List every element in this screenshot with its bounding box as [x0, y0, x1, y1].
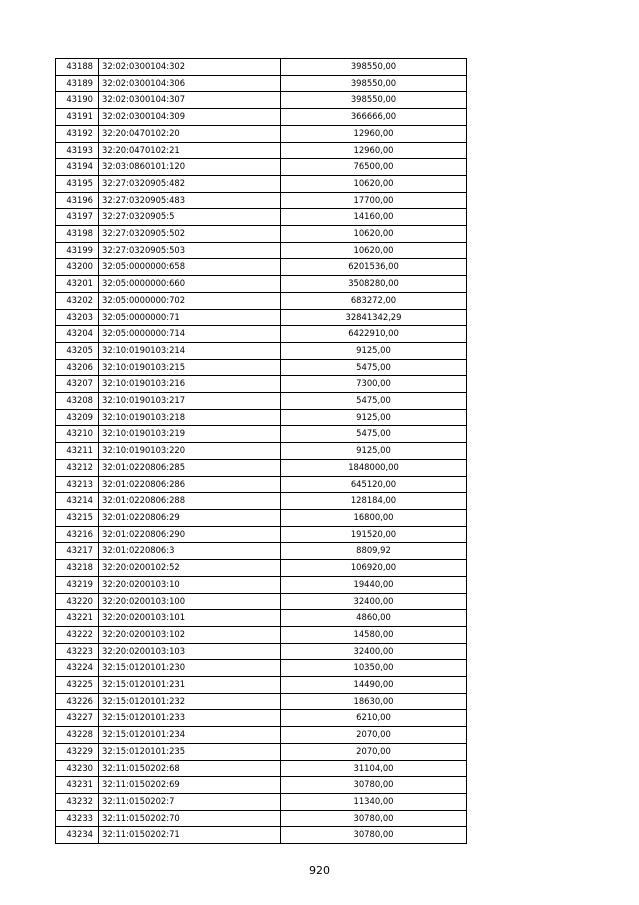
cadastral-number-cell: 32:27:0320905:483 [99, 192, 281, 209]
value-cell: 30780,00 [281, 810, 467, 827]
value-cell: 16800,00 [281, 509, 467, 526]
value-cell: 683272,00 [281, 292, 467, 309]
value-cell: 14160,00 [281, 209, 467, 226]
cadastral-number-cell: 32:10:0190103:216 [99, 376, 281, 393]
value-cell: 398550,00 [281, 75, 467, 92]
cadastral-number-cell: 32:11:0150202:71 [99, 827, 281, 844]
value-cell: 398550,00 [281, 59, 467, 76]
row-number-cell: 43213 [56, 476, 99, 493]
table-row [56, 526, 467, 543]
row-number-cell: 43224 [56, 660, 99, 677]
table-row [56, 459, 467, 476]
row-number-cell: 43192 [56, 125, 99, 142]
table-row [56, 593, 467, 610]
cadastral-number-cell: 32:27:0320905:482 [99, 175, 281, 192]
table-row [56, 242, 467, 259]
value-cell: 5475,00 [281, 393, 467, 410]
cadastral-number-cell: 32:05:0000000:714 [99, 326, 281, 343]
table-row [56, 476, 467, 493]
table-row [56, 827, 467, 844]
table-row [56, 760, 467, 777]
table-row [56, 810, 467, 827]
row-number-cell: 43221 [56, 610, 99, 627]
row-number-cell: 43207 [56, 376, 99, 393]
cadastral-number-cell: 32:20:0200103:101 [99, 610, 281, 627]
row-number-cell: 43223 [56, 643, 99, 660]
cadastral-number-cell: 32:20:0200103:100 [99, 593, 281, 610]
row-number-cell: 43204 [56, 326, 99, 343]
table-row [56, 92, 467, 109]
cadastral-number-cell: 32:02:0300104:302 [99, 59, 281, 76]
value-cell: 12960,00 [281, 142, 467, 159]
row-number-cell: 43211 [56, 443, 99, 460]
row-number-cell: 43209 [56, 409, 99, 426]
cadastral-number-cell: 32:02:0300104:309 [99, 109, 281, 126]
table-row [56, 576, 467, 593]
cadastral-number-cell: 32:01:0220806:29 [99, 509, 281, 526]
cadastral-number-cell: 32:11:0150202:7 [99, 793, 281, 810]
row-number-cell: 43229 [56, 743, 99, 760]
value-cell: 366666,00 [281, 109, 467, 126]
value-cell: 18630,00 [281, 693, 467, 710]
table-row [56, 226, 467, 243]
table-row [56, 75, 467, 92]
table-row [56, 626, 467, 643]
row-number-cell: 43215 [56, 509, 99, 526]
table-row [56, 292, 467, 309]
row-number-cell: 43188 [56, 59, 99, 76]
value-cell: 30780,00 [281, 827, 467, 844]
value-cell: 191520,00 [281, 526, 467, 543]
cadastral-number-cell: 32:02:0300104:306 [99, 75, 281, 92]
cadastral-number-cell: 32:10:0190103:215 [99, 359, 281, 376]
table-row [56, 409, 467, 426]
table-row [56, 660, 467, 677]
cadastral-number-cell: 32:05:0000000:71 [99, 309, 281, 326]
cadastral-number-cell: 32:02:0300104:307 [99, 92, 281, 109]
value-cell: 1848000,00 [281, 459, 467, 476]
row-number-cell: 43228 [56, 727, 99, 744]
table-row [56, 142, 467, 159]
table-row [56, 59, 467, 76]
cadastral-number-cell: 32:01:0220806:286 [99, 476, 281, 493]
row-number-cell: 43198 [56, 226, 99, 243]
table-row [56, 493, 467, 510]
table-row [56, 727, 467, 744]
value-cell: 14490,00 [281, 677, 467, 694]
row-number-cell: 43220 [56, 593, 99, 610]
table-row [56, 192, 467, 209]
row-number-cell: 43197 [56, 209, 99, 226]
table-row [56, 259, 467, 276]
value-cell: 9125,00 [281, 409, 467, 426]
row-number-cell: 43217 [56, 543, 99, 560]
table-row [56, 426, 467, 443]
table-row [56, 359, 467, 376]
cadastral-number-cell: 32:05:0000000:702 [99, 292, 281, 309]
cadastral-number-cell: 32:03:0860101:120 [99, 159, 281, 176]
table-row [56, 209, 467, 226]
row-number-cell: 43233 [56, 810, 99, 827]
cadastral-number-cell: 32:01:0220806:3 [99, 543, 281, 560]
row-number-cell: 43234 [56, 827, 99, 844]
table-row [56, 443, 467, 460]
cadastral-number-cell: 32:20:0470102:20 [99, 125, 281, 142]
row-number-cell: 43227 [56, 710, 99, 727]
cadastral-number-cell: 32:20:0200103:102 [99, 626, 281, 643]
page-number: 920 [309, 864, 330, 877]
row-number-cell: 43230 [56, 760, 99, 777]
cadastral-number-cell: 32:15:0120101:234 [99, 727, 281, 744]
value-cell: 106920,00 [281, 560, 467, 577]
value-cell: 32841342,29 [281, 309, 467, 326]
value-cell: 2070,00 [281, 743, 467, 760]
value-cell: 6422910,00 [281, 326, 467, 343]
cadastral-number-cell: 32:20:0200103:103 [99, 643, 281, 660]
value-cell: 30780,00 [281, 777, 467, 794]
value-cell: 17700,00 [281, 192, 467, 209]
cadastral-value-table [55, 58, 467, 844]
cadastral-number-cell: 32:15:0120101:231 [99, 677, 281, 694]
table-body [56, 59, 467, 844]
table-row [56, 643, 467, 660]
cadastral-number-cell: 32:10:0190103:219 [99, 426, 281, 443]
table-row [56, 393, 467, 410]
row-number-cell: 43205 [56, 342, 99, 359]
value-cell: 31104,00 [281, 760, 467, 777]
table-row [56, 693, 467, 710]
row-number-cell: 43216 [56, 526, 99, 543]
row-number-cell: 43199 [56, 242, 99, 259]
table-row [56, 342, 467, 359]
row-number-cell: 43193 [56, 142, 99, 159]
cadastral-number-cell: 32:01:0220806:288 [99, 493, 281, 510]
cadastral-number-cell: 32:11:0150202:69 [99, 777, 281, 794]
value-cell: 10620,00 [281, 226, 467, 243]
cadastral-number-cell: 32:15:0120101:233 [99, 710, 281, 727]
value-cell: 398550,00 [281, 92, 467, 109]
value-cell: 2070,00 [281, 727, 467, 744]
value-cell: 128184,00 [281, 493, 467, 510]
table-row [56, 326, 467, 343]
table-row [56, 610, 467, 627]
table-row [56, 309, 467, 326]
value-cell: 32400,00 [281, 593, 467, 610]
cadastral-number-cell: 32:27:0320905:5 [99, 209, 281, 226]
cadastral-number-cell: 32:01:0220806:290 [99, 526, 281, 543]
row-number-cell: 43203 [56, 309, 99, 326]
cadastral-number-cell: 32:20:0200102:52 [99, 560, 281, 577]
row-number-cell: 43206 [56, 359, 99, 376]
row-number-cell: 43200 [56, 259, 99, 276]
row-number-cell: 43222 [56, 626, 99, 643]
value-cell: 6201536,00 [281, 259, 467, 276]
cadastral-number-cell: 32:10:0190103:217 [99, 393, 281, 410]
value-cell: 8809,92 [281, 543, 467, 560]
value-cell: 9125,00 [281, 443, 467, 460]
row-number-cell: 43210 [56, 426, 99, 443]
value-cell: 5475,00 [281, 359, 467, 376]
table-row [56, 743, 467, 760]
table-row [56, 276, 467, 293]
table-row [56, 109, 467, 126]
value-cell: 3508280,00 [281, 276, 467, 293]
cadastral-number-cell: 32:15:0120101:232 [99, 693, 281, 710]
cadastral-number-cell: 32:27:0320905:503 [99, 242, 281, 259]
cadastral-number-cell: 32:10:0190103:220 [99, 443, 281, 460]
value-cell: 76500,00 [281, 159, 467, 176]
value-cell: 6210,00 [281, 710, 467, 727]
table-row [56, 376, 467, 393]
row-number-cell: 43218 [56, 560, 99, 577]
table-row [56, 777, 467, 794]
value-cell: 4860,00 [281, 610, 467, 627]
cadastral-number-cell: 32:05:0000000:660 [99, 276, 281, 293]
cadastral-number-cell: 32:01:0220806:285 [99, 459, 281, 476]
table-row [56, 793, 467, 810]
value-cell: 9125,00 [281, 342, 467, 359]
value-cell: 10350,00 [281, 660, 467, 677]
value-cell: 11340,00 [281, 793, 467, 810]
cadastral-number-cell: 32:20:0470102:21 [99, 142, 281, 159]
row-number-cell: 43201 [56, 276, 99, 293]
row-number-cell: 43219 [56, 576, 99, 593]
value-cell: 10620,00 [281, 242, 467, 259]
row-number-cell: 43214 [56, 493, 99, 510]
value-cell: 10620,00 [281, 175, 467, 192]
row-number-cell: 43190 [56, 92, 99, 109]
row-number-cell: 43194 [56, 159, 99, 176]
cadastral-number-cell: 32:20:0200103:10 [99, 576, 281, 593]
row-number-cell: 43208 [56, 393, 99, 410]
value-cell: 32400,00 [281, 643, 467, 660]
row-number-cell: 43225 [56, 677, 99, 694]
table-row [56, 159, 467, 176]
row-number-cell: 43202 [56, 292, 99, 309]
row-number-cell: 43189 [56, 75, 99, 92]
row-number-cell: 43212 [56, 459, 99, 476]
row-number-cell: 43191 [56, 109, 99, 126]
value-cell: 14580,00 [281, 626, 467, 643]
table-row [56, 509, 467, 526]
value-cell: 7300,00 [281, 376, 467, 393]
cadastral-number-cell: 32:10:0190103:214 [99, 342, 281, 359]
table-row [56, 543, 467, 560]
cadastral-number-cell: 32:11:0150202:70 [99, 810, 281, 827]
cadastral-number-cell: 32:05:0000000:658 [99, 259, 281, 276]
cadastral-number-cell: 32:10:0190103:218 [99, 409, 281, 426]
cadastral-number-cell: 32:15:0120101:235 [99, 743, 281, 760]
value-cell: 5475,00 [281, 426, 467, 443]
cadastral-number-cell: 32:11:0150202:68 [99, 760, 281, 777]
value-cell: 645120,00 [281, 476, 467, 493]
table-row [56, 677, 467, 694]
table-row [56, 175, 467, 192]
table-row [56, 560, 467, 577]
value-cell: 19440,00 [281, 576, 467, 593]
row-number-cell: 43195 [56, 175, 99, 192]
cadastral-number-cell: 32:15:0120101:230 [99, 660, 281, 677]
row-number-cell: 43232 [56, 793, 99, 810]
cadastral-number-cell: 32:27:0320905:502 [99, 226, 281, 243]
row-number-cell: 43196 [56, 192, 99, 209]
row-number-cell: 43226 [56, 693, 99, 710]
table-row [56, 125, 467, 142]
table-row [56, 710, 467, 727]
value-cell: 12960,00 [281, 125, 467, 142]
row-number-cell: 43231 [56, 777, 99, 794]
